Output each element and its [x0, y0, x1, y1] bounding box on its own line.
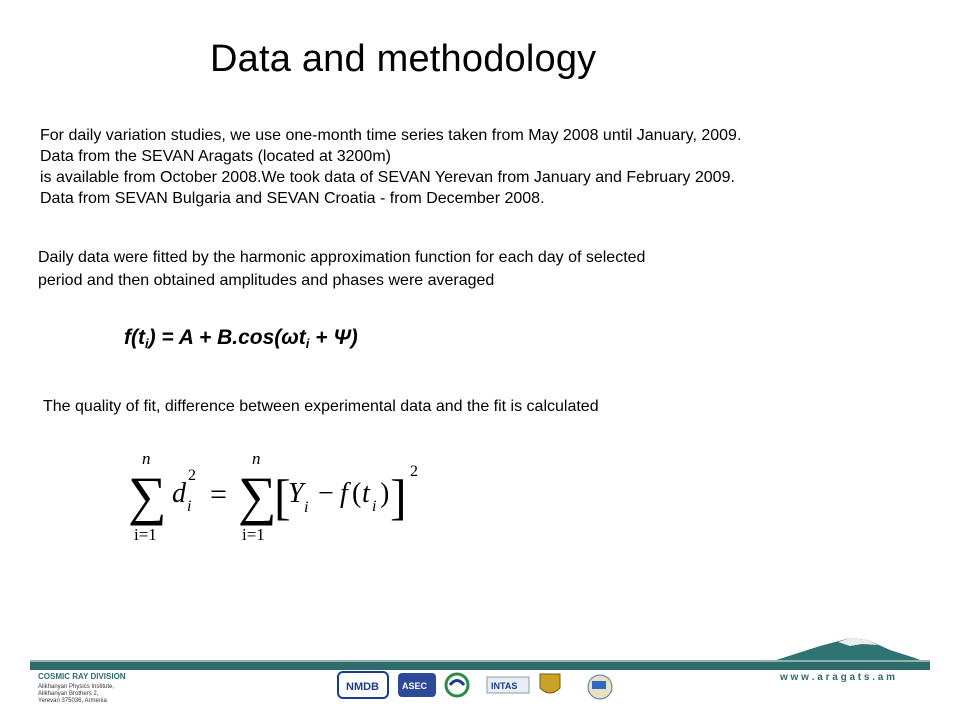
omega-symbol: ω: [281, 326, 299, 349]
chi-square-formula: [128, 448, 438, 548]
quality-description: The quality of fit, difference between experimental data and the fit is calculated: [43, 398, 599, 415]
footer-bar-highlight: [30, 660, 930, 662]
formula-part: ): [350, 326, 358, 349]
formula-part: +: [309, 326, 334, 349]
psi-symbol: Ψ: [333, 326, 351, 349]
paren-close: ): [380, 478, 390, 509]
website-link[interactable]: w w w . a r a g a t s . a m: [780, 672, 896, 683]
f-symbol: f: [340, 478, 348, 509]
sum-lower-limit: i=1: [242, 525, 265, 544]
d-symbol: d: [172, 478, 186, 509]
equals-sign: =: [210, 478, 227, 511]
formula-subscript: i: [305, 336, 310, 351]
address-line: Alikhanyan Brothers 2,: [38, 691, 99, 697]
Y-symbol: Y: [288, 478, 304, 509]
text-line: is available from October 2008.We took data of SEVAN Yerevan from January and February 2009.: [40, 169, 735, 186]
text-line: Daily data were fitted by the harmonic approximation function for each day of selected: [38, 249, 646, 266]
text-line: For daily variation studies, we use one-month time series taken from May 2008 until January, 2009.: [40, 127, 742, 144]
formula-part: f(t: [124, 326, 145, 349]
intas-logo-text: INTAS: [491, 681, 518, 691]
text-line: Data from SEVAN Bulgaria and SEVAN Croatia - from December 2008.: [40, 190, 545, 207]
superscript: 2: [188, 467, 196, 484]
subscript: i: [304, 499, 309, 516]
subscript: i: [372, 498, 377, 515]
paren-open: (: [352, 478, 362, 509]
sum-symbol: ∑: [238, 466, 277, 526]
harmonic-formula: [124, 326, 358, 351]
footer-banner: [0, 632, 960, 720]
sum-symbol: ∑: [128, 466, 167, 526]
text-line: Data from the SEVAN Aragats (located at 3200m): [40, 148, 391, 165]
footer-bar: [30, 662, 930, 670]
address-line: Alikhanyan Physics Institute,: [38, 684, 115, 690]
open-bracket: [: [274, 469, 291, 525]
minus-sign: −: [318, 478, 334, 509]
address-line: Yerevan 375036, Armenia: [38, 698, 107, 704]
fit-description: [38, 246, 645, 292]
sum-lower-limit: i=1: [134, 525, 157, 544]
emblem-icon: [540, 674, 560, 693]
istc-swirl-icon: [450, 681, 464, 686]
superscript: 2: [410, 463, 418, 480]
sum-upper-limit: n: [142, 449, 151, 468]
istc-logo-icon: [446, 674, 468, 696]
close-bracket: ]: [390, 469, 407, 525]
formula-subscript: i: [144, 336, 149, 351]
formula-part: t: [298, 326, 306, 349]
data-description: [40, 125, 741, 209]
formula-part: ) = A + B.cos(: [148, 326, 282, 349]
division-name: COSMIC RAY DIVISION: [38, 672, 126, 681]
flag-icon: [592, 681, 606, 689]
subscript: i: [187, 498, 192, 515]
page-title: Data and methodology: [210, 38, 597, 80]
sum-upper-limit: n: [252, 449, 261, 468]
asec-logo-text: ASEC: [402, 681, 428, 691]
text-line: period and then obtained amplitudes and phases were averaged: [38, 272, 495, 289]
t-symbol: t: [362, 478, 370, 509]
nmdb-logo-text: NMDB: [346, 681, 379, 693]
